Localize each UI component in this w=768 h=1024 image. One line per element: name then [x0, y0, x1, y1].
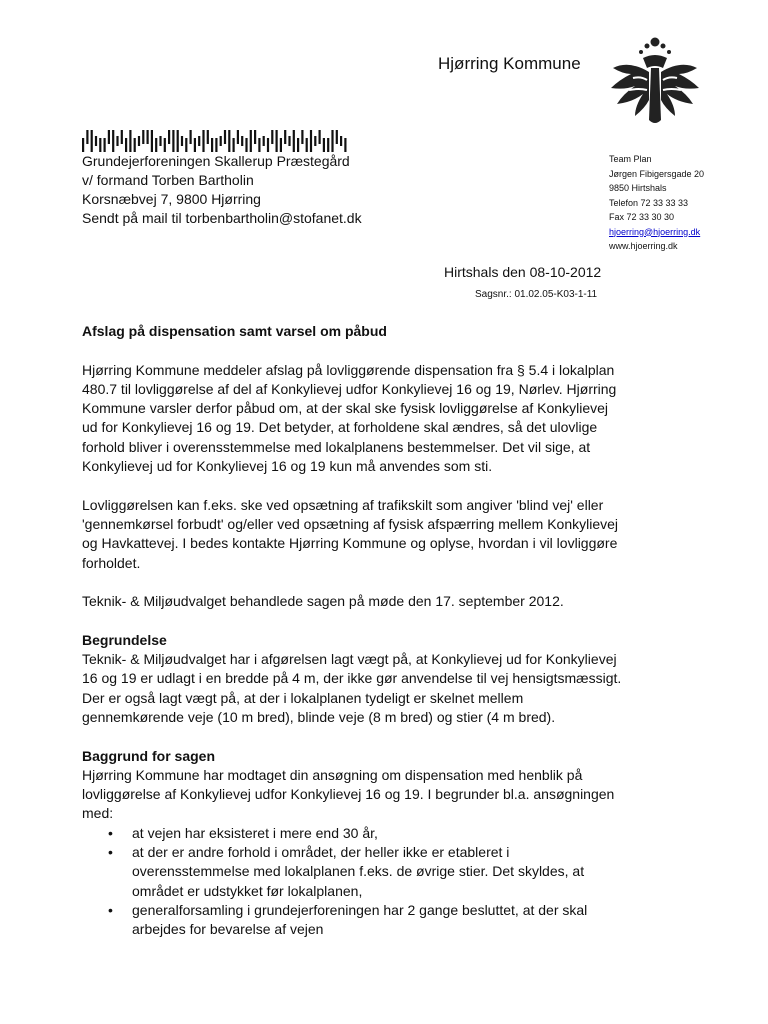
contact-email-link[interactable]: hjoerring@hjoerring.dk: [609, 226, 701, 237]
recipient-address: [82, 152, 362, 228]
contact-street: Jørgen Fibigersgade 20: [609, 168, 705, 179]
contact-web: www.hjoerring.dk: [609, 241, 678, 251]
list-item-text: at der er andre forhold i området, der heller ikke er etableret i overensstemmelse med lokalplanen f.eks. de øvrige stier. Det skyldes, at området er udstykket før lokalplanen,: [132, 844, 585, 899]
contact-fax: Fax 72 33 30 30: [609, 212, 675, 222]
bullet-icon: •: [108, 824, 113, 841]
contact-city: 9850 Hirtshals: [609, 183, 667, 193]
letter-body: [82, 322, 622, 940]
contact-team: Team Plan: [609, 154, 652, 164]
paragraph: Hjørring Kommune har modtaget din ansøgning om dispensation med henblik på lovliggørelse af Konkylievej udfor Konkylievej 16 og 19. I begrunder bl.a. ansøgningen med:: [82, 766, 615, 822]
paragraph: Teknik- & Miljøudvalget behandlede sagen på møde den 17. september 2012.: [82, 593, 564, 610]
recipient-line: v/ formand Torben Bartholin: [82, 172, 254, 188]
section-heading: Baggrund for sagen: [82, 747, 216, 764]
paragraph: Hjørring Kommune meddeler afslag på lovliggørende dispensation fra § 5.4 i lokalplan 480.7 til lovliggørelse af del af Konkylievej udfor Konkylievej 16 og 19, Nørlev. Hjørring Kommune varsler derfor påbud om, at der skal ske fysisk lovliggørelse af Konkylievej ud for Konkylievej 16 og 19. Det betyder, at forholdene skal ændres, så det ulovlige forhold bliver i overensstemmelse med lokalplanens bestemmelser. Det vil sige, at Konkylievej ud for Konkylievej 16 og 19 kun må anvendes som sti.: [82, 361, 617, 475]
case-number: Sagsnr.: 01.02.05-K03-1-11: [475, 289, 598, 300]
contact-phone: Telefon 72 33 33 33: [609, 197, 689, 208]
list-item-text: at vejen har eksisteret i mere end 30 år,: [132, 824, 378, 841]
bullet-icon: •: [108, 901, 113, 918]
reasons-list: [82, 824, 622, 940]
paragraph: Teknik- & Miljøudvalget har i afgørelsen lagt vægt på, at Konkylievej ud for Konkylievej 16 og 19 er udlagt i en bredde på 4 m, der ikke gør anvendelse til vej hensigtsmæssigt. Der er også lagt vægt på, at der i lokalplanen tydeligt er skelnet mellem gennemkørende veje (10 m bred), blinde veje (8 m bred) og stier (4 m bred).: [82, 651, 622, 725]
list-item-text: generalforsamling i grundejerforeningen har 2 gange besluttet, at der skal arbejdes for bevarelse af vejen: [132, 901, 588, 938]
municipality-name: Hjørring Kommune: [438, 54, 581, 73]
bullet-icon: •: [108, 844, 113, 861]
recipient-line: Korsnæbvej 7, 9800 Hjørring: [82, 191, 261, 207]
letter-date: Hirtshals den 08-10-2012: [444, 264, 602, 280]
recipient-line: Grundejerforeningen Skallerup Præstegård: [82, 153, 350, 169]
letter-subject: Afslag på dispensation samt varsel om påbud: [82, 323, 387, 339]
sender-contact-block: [609, 152, 704, 254]
hjorring-coat-of-arms-logo: [605, 34, 705, 126]
section-heading: Begrundelse: [82, 631, 167, 648]
paragraph: Lovliggørelsen kan f.eks. ske ved opsætning af trafikskilt som angiver 'blind vej' eller 'gennemkørsel forbudt' og/eller ved opsætning af fysisk afspærring mellem Konkylievej og Havkattevej. I bedes kontakte Hjørring Kommune og oplyse, hvordan i vil lovliggøre forholdet.: [82, 496, 619, 571]
recipient-line: Sendt på mail til torbenbartholin@stofanet.dk: [82, 210, 362, 226]
list-item: [108, 843, 622, 901]
list-item: [108, 824, 622, 843]
list-item: [108, 901, 622, 940]
postal-barcode: [82, 130, 352, 152]
